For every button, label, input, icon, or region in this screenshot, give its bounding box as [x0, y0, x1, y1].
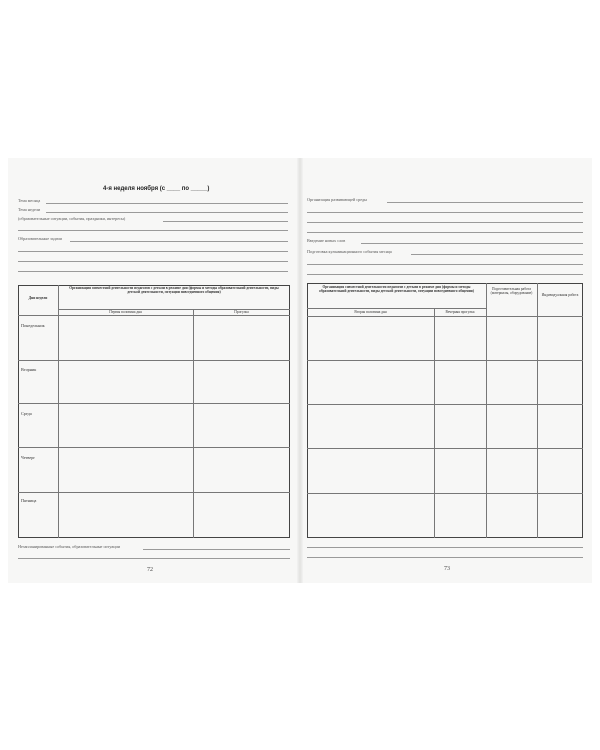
- week-title: 4-я неделя ноября (с ____ по _____): [103, 186, 210, 192]
- culmination-line-1: [411, 254, 583, 255]
- right-bottom-line-1: [307, 547, 583, 548]
- book-spread: [8, 158, 592, 583]
- subheader-divider-right: [307, 316, 583, 317]
- edu-tasks-line-3: [18, 261, 288, 262]
- walk-header: Прогулка: [234, 310, 249, 314]
- second-half-header: Вторая половина дня: [354, 310, 387, 314]
- env-line-3: [307, 222, 583, 223]
- org-header-left: Организация совместной деятельности педагогов с детьми в режиме дня (формы и методы образовательной деятельности, виды детской деятельности, ситуации повседневного общения): [69, 286, 279, 295]
- theme-month-line: [46, 203, 288, 204]
- unplanned-label: Незапланированные события, образовательные ситуации: [18, 544, 120, 549]
- unplanned-line-1: [143, 549, 290, 550]
- new-words-line: [361, 243, 583, 244]
- days-header: Дни недели: [28, 296, 48, 300]
- row-divider-4: [18, 492, 290, 493]
- day-monday: Понедельник: [21, 323, 45, 328]
- plan-table-right: [307, 283, 583, 538]
- edu-tasks-label: Образовательные задачи: [18, 236, 62, 241]
- culmination-line-3: [307, 274, 583, 275]
- edu-tasks-line-1: [70, 241, 288, 242]
- theme-month-label: Тема месяца: [18, 198, 41, 203]
- days-column-divider: [58, 285, 59, 538]
- day-tuesday: Вторник: [21, 367, 37, 372]
- theme-extra-line: [18, 230, 288, 231]
- evening-column-divider: [434, 308, 435, 538]
- header-divider-right: [307, 308, 486, 309]
- unplanned-line-2: [18, 558, 290, 559]
- day-wednesday: Среда: [21, 411, 32, 416]
- row-divider-right-2: [307, 404, 583, 405]
- theme-note-line: [163, 221, 288, 222]
- theme-week-line: [46, 212, 288, 213]
- row-divider-right-1: [307, 360, 583, 361]
- walk-column-divider: [193, 309, 194, 538]
- edu-tasks-line-4: [18, 271, 288, 272]
- prep-work-header: Подготовительная работа (материалы, оборудование): [490, 287, 533, 296]
- day-friday: Пятница: [21, 498, 37, 503]
- org-header-right: Организация совместной деятельности педагогов с детьми в режиме дня (формы и методы образовательной деятельности, виды детской деятельности, ситуации повседневного общения): [319, 285, 474, 294]
- subheader-divider: [18, 315, 290, 316]
- edu-tasks-line-2: [18, 251, 288, 252]
- right-bottom-line-2: [307, 557, 583, 558]
- individual-column-divider: [537, 283, 538, 538]
- culmination-line-2: [307, 264, 583, 265]
- row-divider-2: [18, 403, 290, 404]
- row-divider-1: [18, 360, 290, 361]
- left-page: [8, 158, 299, 583]
- culmination-label: Подготовка кульминационного события месяца: [307, 249, 392, 254]
- page-number-right: 73: [444, 566, 450, 572]
- prep-column-divider: [486, 283, 487, 538]
- evening-walk-header: Вечерняя прогулка: [445, 310, 475, 314]
- right-page: [301, 158, 592, 583]
- theme-note-label: (образовательные ситуации, события, праздники, интересы): [18, 216, 126, 221]
- env-label: Организация развивающей среды: [307, 197, 367, 202]
- row-divider-3: [18, 447, 290, 448]
- first-half-header: Первая половина дня: [109, 310, 142, 314]
- new-words-label: Введение новых слов: [307, 238, 346, 243]
- env-line-2: [307, 212, 583, 213]
- page-number-left: 72: [147, 567, 153, 573]
- day-thursday: Четверг: [21, 455, 36, 460]
- row-divider-right-4: [307, 493, 583, 494]
- env-line-1: [387, 202, 583, 203]
- theme-week-label: Тема недели: [18, 207, 41, 212]
- individual-work-header: Индивидуальная работа: [541, 293, 579, 297]
- env-line-4: [307, 232, 583, 233]
- row-divider-right-3: [307, 448, 583, 449]
